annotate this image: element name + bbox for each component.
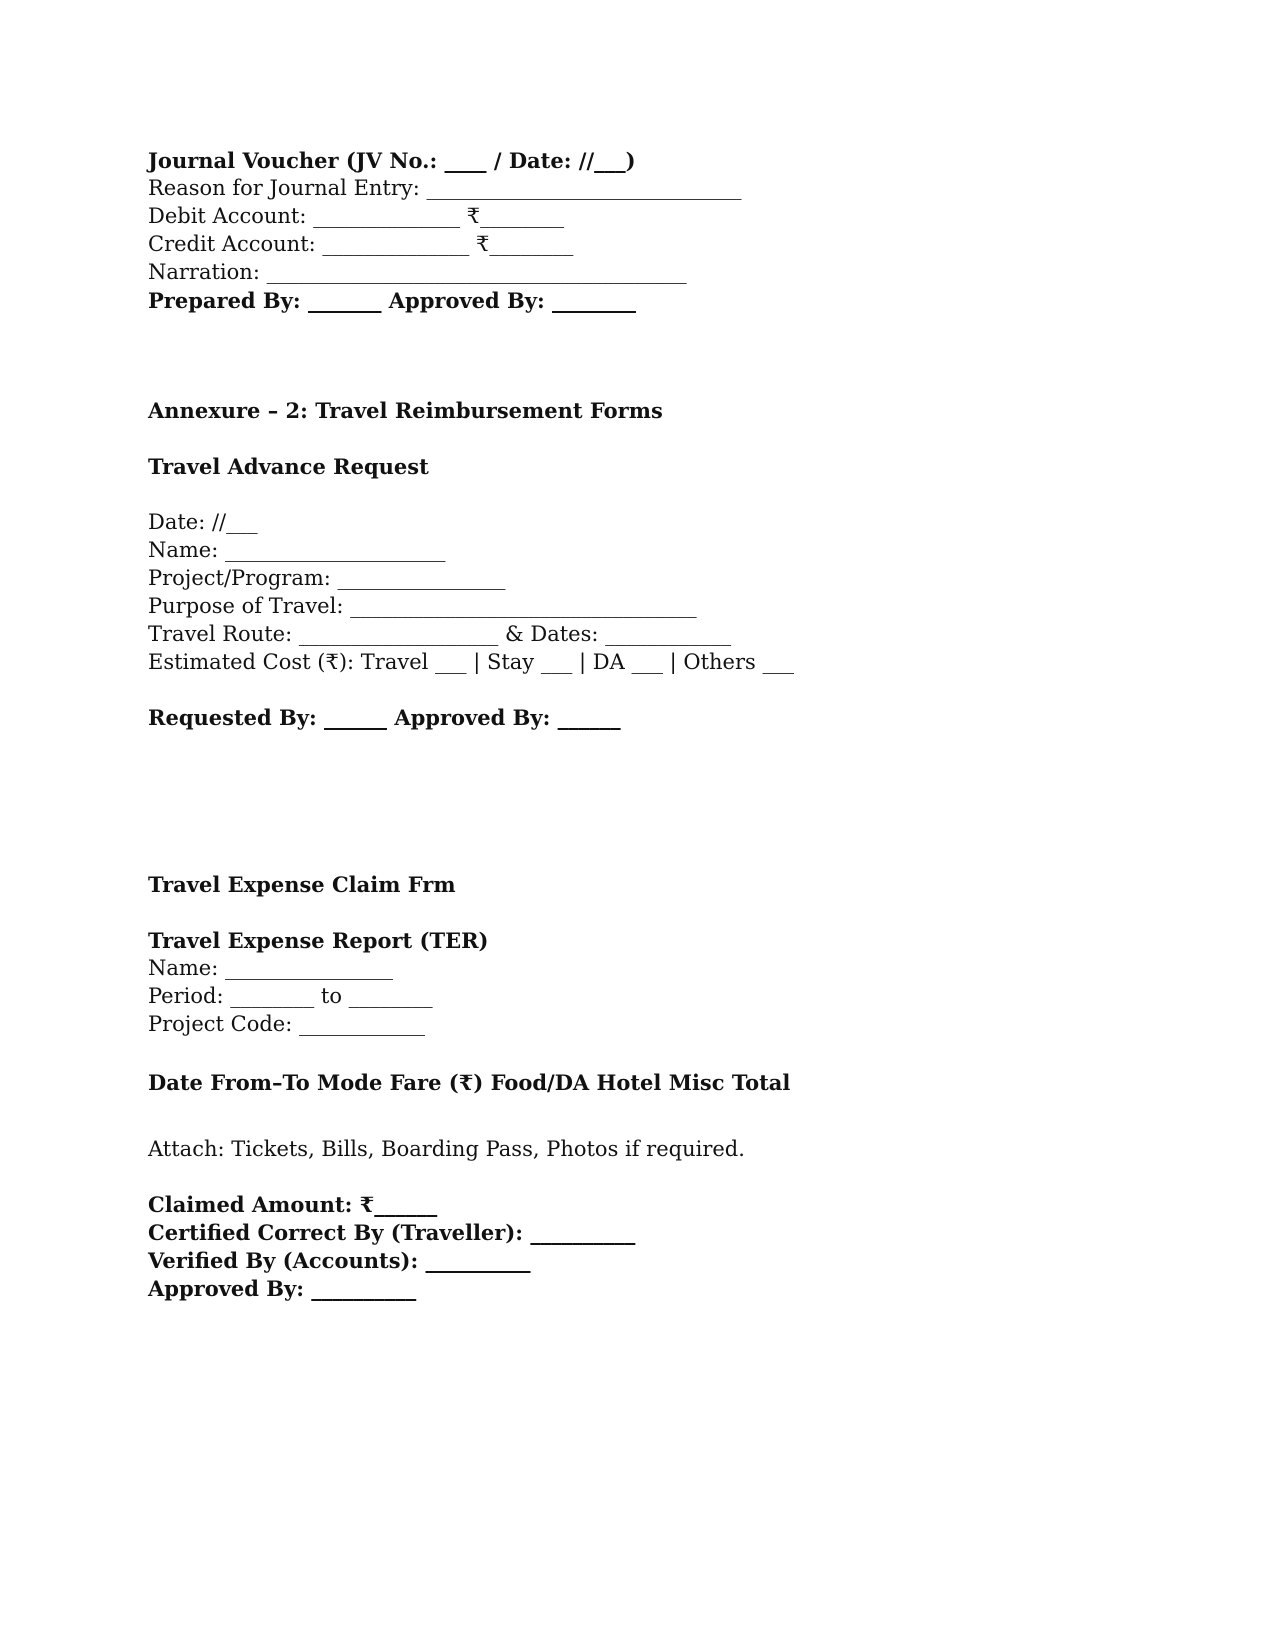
claim-name-line: Name: ________________ <box>148 956 393 980</box>
claim-period-line: Period: ________ to ________ <box>148 984 433 1008</box>
expense-report-title: Travel Expense Report (TER) <box>148 928 489 953</box>
verified-by-line: Verified By (Accounts): __________ <box>148 1248 531 1273</box>
jv-credit-line: Credit Account: ______________ ₹________ <box>148 232 574 256</box>
journal-voucher-title: Journal Voucher (JV No.: ____ / Date: //___) <box>148 148 636 173</box>
expense-table-header: Date From–To Mode Fare (₹) Food/DA Hotel Misc Total <box>148 1070 791 1095</box>
claim-project-code-line: Project Code: ____________ <box>148 1012 425 1036</box>
advance-project-line: Project/Program: ________________ <box>148 566 506 590</box>
travel-advance-heading: Travel Advance Request <box>148 454 429 479</box>
jv-narration-line: Narration: ________________________________________ <box>148 260 687 284</box>
annexure-heading: Annexure – 2: Travel Reimbursement Forms <box>148 398 663 423</box>
approved-by-line: Approved By: __________ <box>148 1276 417 1301</box>
certified-by-line: Certified Correct By (Traveller): __________ <box>148 1220 636 1245</box>
advance-purpose-line: Purpose of Travel: _________________________________ <box>148 594 697 618</box>
advance-route-line: Travel Route: ___________________ & Dates: ____________ <box>148 622 732 646</box>
advance-estimated-cost-line: Estimated Cost (₹): Travel ___ | Stay ___ | DA ___ | Others ___ <box>148 650 794 674</box>
advance-name-line: Name: _____________________ <box>148 538 446 562</box>
jv-signoff-line: Prepared By: _______ Approved By: ________ <box>148 288 637 313</box>
jv-reason-line: Reason for Journal Entry: ______________________________ <box>148 176 742 200</box>
attach-note: Attach: Tickets, Bills, Boarding Pass, Photos if required. <box>148 1137 745 1161</box>
advance-signoff-line: Requested By: ______ Approved By: ______ <box>148 705 621 730</box>
advance-date-line: Date: //___ <box>148 510 258 534</box>
jv-debit-line: Debit Account: ______________ ₹________ <box>148 204 565 228</box>
claimed-amount-line: Claimed Amount: ₹______ <box>148 1192 438 1217</box>
expense-claim-heading: Travel Expense Claim Frm <box>148 872 456 897</box>
